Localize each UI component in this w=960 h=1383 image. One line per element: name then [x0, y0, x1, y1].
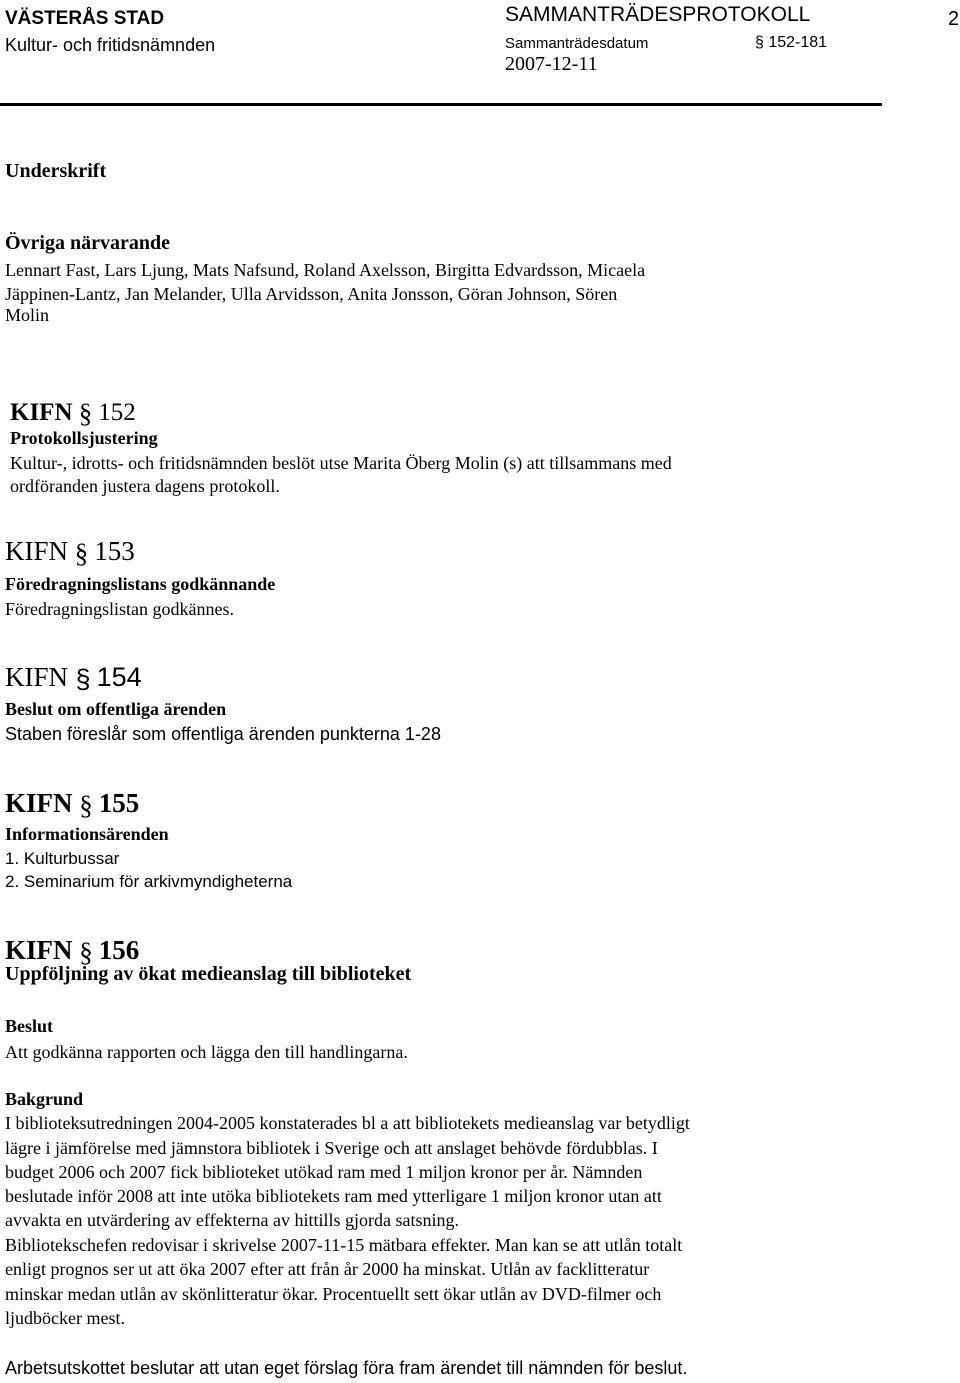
item-prefix: KIFN [5, 536, 69, 566]
background-line: budget 2006 och 2007 fick biblioteket utökad ram med 1 miljon kronor per år. Nämnden [5, 1162, 643, 1182]
others-present-line: Lennart Fast, Lars Ljung, Mats Nafsund, Roland Axelsson, Birgitta Edvardsson, Micaela [5, 260, 646, 280]
list-item: 2. Seminarium för arkivmyndigheterna [5, 872, 293, 891]
item-subject: Uppföljning av ökat medieanslag till biblioteket [5, 963, 412, 985]
item-number: 155 [98, 788, 140, 818]
item-prefix: KIFN [5, 662, 69, 692]
item-number: 156 [98, 935, 140, 965]
item-heading-155 [5, 788, 139, 821]
others-present-line: Jäppinen-Lantz, Jan Melander, Ulla Arvidsson, Anita Jonsson, Göran Johnson, Sören [5, 284, 618, 304]
item-subject: Beslut om offentliga ärenden [5, 699, 227, 719]
others-present-line: Molin [5, 305, 50, 325]
item-number: 152 [98, 399, 136, 426]
item-text-line: Föredragningslistan godkännes. [5, 599, 234, 619]
item-number: 154 [96, 662, 142, 692]
item-number: 153 [94, 536, 135, 566]
list-item: 1. Kulturbussar [5, 849, 120, 868]
background-line: lägre i jämförelse med jämnstora bibliotek i Sverige och att anslaget behövde fördubblas. I [5, 1138, 658, 1158]
organization-name: Kultur- och fritidsnämnden [5, 35, 216, 55]
date-label: Sammanträdesdatum [505, 35, 649, 52]
background-line: enligt prognos ser ut att öka 2007 efter att från år 2000 ha minskat. Utlån av facklitteratur [5, 1259, 650, 1279]
decision-text: Att godkänna rapporten och lägga den till handlingarna. [5, 1042, 408, 1062]
section-sign-icon: § [75, 664, 91, 694]
final-statement: Arbetsutskottet beslutar att utan eget förslag föra fram ärendet till nämnden för beslut. [5, 1358, 688, 1378]
city-name: VÄSTERÅS STAD [5, 8, 165, 29]
section-sign-icon: § [78, 398, 93, 428]
item-subject: Föredragningslistans godkännande [5, 574, 276, 594]
section-sign-icon: § [79, 790, 93, 820]
paragraph-range: § 152-181 [755, 34, 828, 51]
background-line: Bibliotekschefen redovisar i skrivelse 2007-11-15 mätbara effekter. Man kan se att utlån totalt [5, 1235, 683, 1255]
item-prefix: KIFN [5, 788, 73, 818]
background-line: I biblioteksutredningen 2004-2005 konstaterades bl a att bibliotekets medieanslag var betydligt [5, 1113, 690, 1133]
item-text-line: ordföranden justera dagens protokoll. [10, 476, 280, 496]
document-type: SAMMANTRÄDESPROTOKOLL [505, 3, 811, 26]
section-sign-icon: § [74, 538, 89, 568]
item-prefix: KIFN [10, 399, 73, 426]
background-line: ljudböcker mest. [5, 1308, 125, 1328]
background-line: beslutade inför 2008 att inte utöka bibliotekets ram med ytterligare 1 miljon kronor utan att [5, 1186, 662, 1206]
others-present-heading: Övriga närvarande [5, 232, 170, 254]
signature-heading: Underskrift [5, 160, 107, 182]
background-line: minskar medan utlån av skönlitteratur ökar. Procentuellt sett ökar utlån av DVD-filmer och [5, 1284, 662, 1304]
item-prefix: KIFN [5, 935, 73, 965]
item-heading-154 [5, 662, 142, 695]
item-heading-153 [5, 536, 135, 569]
item-subject: Protokollsjustering [10, 428, 158, 448]
background-heading: Bakgrund [5, 1089, 84, 1109]
item-heading-152 [10, 398, 136, 429]
section-sign-icon: § [79, 937, 93, 967]
item-subject: Informationsärenden [5, 824, 169, 844]
background-line: avvakta en utvärdering av effekterna av hittills gjorda satsning. [5, 1210, 460, 1230]
header-divider [0, 103, 882, 106]
item-text-line: Kultur-, idrotts- och fritidsnämnden beslöt utse Marita Öberg Molin (s) att tillsammans med [10, 453, 672, 473]
item-text-line: Staben föreslår som offentliga ärenden punkterna 1-28 [5, 724, 441, 744]
page-number: 2 [948, 8, 960, 30]
meeting-date: 2007-12-11 [505, 53, 598, 75]
decision-heading: Beslut [5, 1016, 54, 1036]
